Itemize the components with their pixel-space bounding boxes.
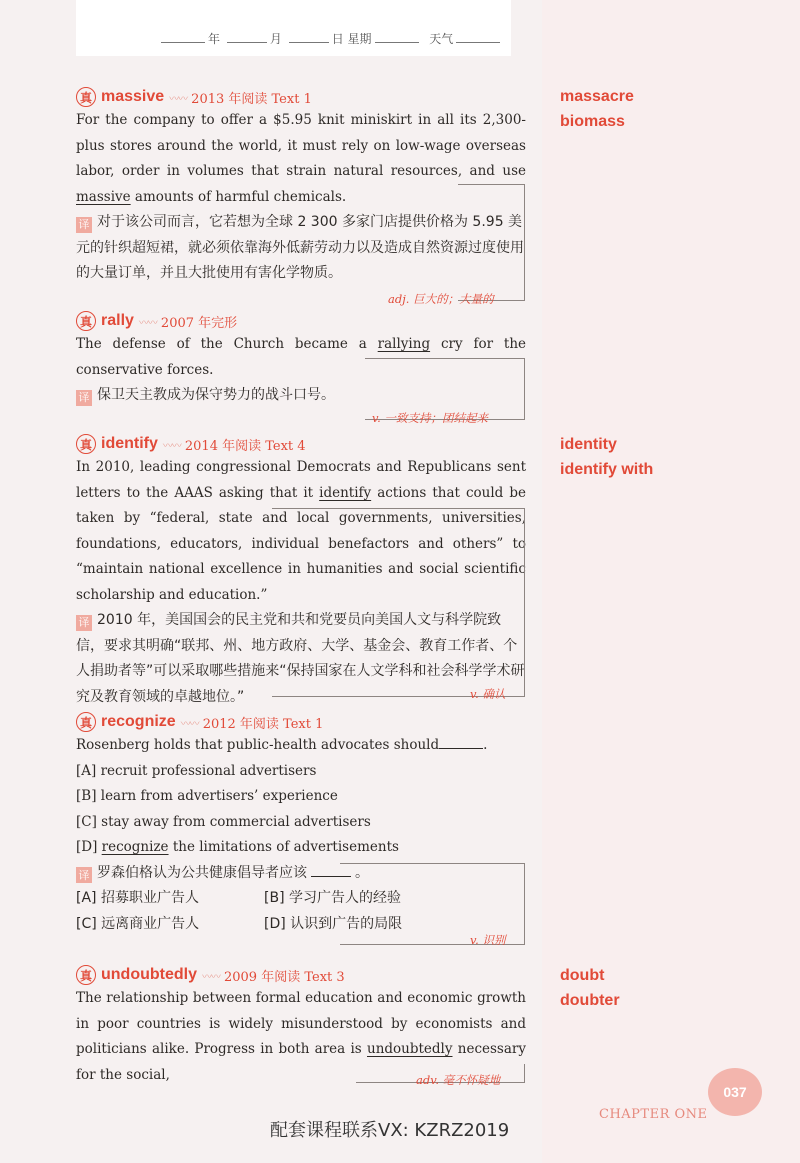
weather-blank bbox=[456, 42, 500, 43]
entry-head bbox=[76, 433, 526, 455]
example-sentence: The defense of the Church became a rallying cry for the conservative forces. bbox=[76, 336, 526, 378]
zh-option-c: [C] 远离商业广告人 bbox=[76, 915, 200, 932]
wave-divider-icon: 〰〰 bbox=[201, 971, 220, 983]
headword: massive bbox=[101, 88, 165, 105]
zh-option-a: [A] 招募职业广告人 bbox=[76, 890, 199, 906]
keyword-underlined: undoubtedly bbox=[367, 1041, 453, 1057]
zhen-badge-icon: 真 bbox=[76, 712, 96, 732]
day-blank bbox=[289, 42, 329, 43]
exam-source: 2012 年阅读 Text 1 bbox=[202, 716, 324, 732]
translation: 译 对于该公司而言，它若想为全球 2 300 多家门店提供价格为 5.95 美元的针织超短裙，就必须依靠海外低薪劳动力以及造成自然资源过度使用的大量订单，并且大批使用有害化学物质。 bbox=[76, 214, 524, 281]
wave-divider-icon: 〰〰 bbox=[180, 718, 199, 730]
entry-head bbox=[76, 964, 526, 986]
translation-badge-icon: 译 bbox=[76, 615, 92, 631]
zhen-badge-icon: 真 bbox=[76, 965, 96, 985]
definition-gloss: v. 一致支持；团结起来 bbox=[372, 411, 488, 425]
definition-gloss: v. 识别 bbox=[470, 933, 506, 947]
zh-option-b: [B] 学习广告人的经验 bbox=[264, 890, 401, 906]
headword: rally bbox=[101, 312, 134, 329]
zhen-badge-icon: 真 bbox=[76, 311, 96, 331]
definition-gloss: adj. 巨大的；大量的 bbox=[388, 292, 494, 306]
related-word: massacre bbox=[560, 88, 634, 105]
translation-badge-icon: 译 bbox=[76, 217, 92, 233]
option-a: [A] recruit professional advertisers bbox=[76, 762, 317, 779]
headword: identify bbox=[101, 435, 158, 452]
exam-source: 2007 年完形 bbox=[160, 315, 238, 331]
definition-gloss: v. 确认 bbox=[470, 687, 506, 701]
zh-option-d: [D] 认识到广告的局限 bbox=[264, 915, 403, 932]
footer-note: 配套课程联系VX: KZRZ2019 bbox=[270, 1120, 510, 1141]
bracket-line bbox=[458, 184, 525, 301]
example-sentence: For the company to offer a $5.95 knit miniskirt in all its 2,300-plus stores around the world, it must rely on low-wage overseas labor, order in volumes that strain natural resources, and use massive amounts of harmful chemicals. bbox=[76, 112, 526, 205]
entry-head bbox=[76, 711, 526, 733]
option-b: [B] learn from advertisers’ experience bbox=[76, 788, 338, 804]
date-header bbox=[158, 30, 503, 47]
bracket-line bbox=[272, 508, 525, 697]
keyword-underlined: recognize bbox=[101, 839, 169, 855]
translation: 译 罗森伯格认为公共健康倡导者应该 。 bbox=[76, 861, 526, 887]
year-blank bbox=[161, 42, 205, 43]
example-sentence: The relationship between formal education and economic growth in poor countries is widely misunderstood by economists and politicians alike. Progress in both area is undoubtedly necessary for the social, bbox=[76, 990, 526, 1083]
related-word: doubt bbox=[560, 967, 605, 984]
translation-badge-icon: 译 bbox=[76, 390, 92, 406]
weekday-label: 星期 bbox=[347, 32, 372, 46]
related-word: doubter bbox=[560, 992, 620, 1009]
translation: 译 保卫天主教成为保守势力的战斗口号。 bbox=[76, 383, 526, 409]
headword: undoubtedly bbox=[101, 966, 197, 983]
chapter-label: CHAPTER ONE bbox=[599, 1107, 708, 1122]
example-sentence: In 2010, leading congressional Democrats and Republicans sent letters to the AAAS asking that it identify actions that could be taken by “federal, state and local governments, universities, foundations, educators, individual benefactors and others” to “maintain national excellence in humanities and social scientific scholarship and education.” bbox=[76, 459, 526, 603]
related-words-undoubtedly bbox=[560, 963, 620, 1013]
exam-source: 2013 年阅读 Text 1 bbox=[191, 91, 312, 107]
headword: recognize bbox=[101, 713, 176, 730]
related-word: identity bbox=[560, 436, 617, 453]
zhen-badge-icon: 真 bbox=[76, 87, 96, 107]
entry-head bbox=[76, 310, 526, 332]
entry-head bbox=[76, 86, 526, 108]
weekday-blank bbox=[375, 42, 419, 43]
related-words-massive bbox=[560, 84, 634, 134]
wave-divider-icon: 〰〰 bbox=[138, 317, 157, 329]
related-word: identify with bbox=[560, 461, 654, 478]
month-blank bbox=[227, 42, 267, 43]
wave-divider-icon: 〰〰 bbox=[162, 440, 181, 452]
translation-badge-icon: 译 bbox=[76, 867, 92, 883]
answer-blank bbox=[439, 748, 483, 749]
month-label: 月 bbox=[269, 32, 282, 46]
related-words-identify bbox=[560, 432, 653, 482]
day-label: 日 bbox=[331, 32, 344, 46]
keyword-underlined: rallying bbox=[377, 336, 431, 352]
year-label: 年 bbox=[208, 32, 221, 46]
wave-divider-icon: 〰〰 bbox=[169, 93, 188, 105]
keyword-underlined: identify bbox=[319, 484, 372, 501]
date-strip bbox=[76, 0, 511, 56]
definition-gloss: adv. 毫不怀疑地 bbox=[416, 1073, 501, 1087]
exam-source: 2009 年阅读 Text 3 bbox=[223, 969, 345, 985]
page-number-badge: 037 bbox=[708, 1068, 762, 1116]
question-stem: Rosenberg holds that public-health advocates should . bbox=[76, 737, 488, 753]
option-c: [C] stay away from commercial advertisers bbox=[76, 813, 371, 830]
translation: 译 2010 年，美国国会的民主党和共和党要员向美国人文与科学院致信，要求其明确“联邦、州、地方政府、大学、基金会、教育工作者、个人捐助者等”可以采取哪些措施来“保持国家在人文学科和社会科学学术研究及教育领域的卓越地位。” bbox=[76, 612, 525, 705]
zhen-badge-icon: 真 bbox=[76, 434, 96, 454]
keyword-underlined: massive bbox=[76, 188, 131, 205]
related-word: biomass bbox=[560, 113, 625, 130]
exam-source: 2014 年阅读 Text 4 bbox=[184, 438, 306, 454]
weather-label: 天气 bbox=[429, 32, 454, 46]
option-d: [D] recognize the limitations of advertisements bbox=[76, 839, 399, 855]
